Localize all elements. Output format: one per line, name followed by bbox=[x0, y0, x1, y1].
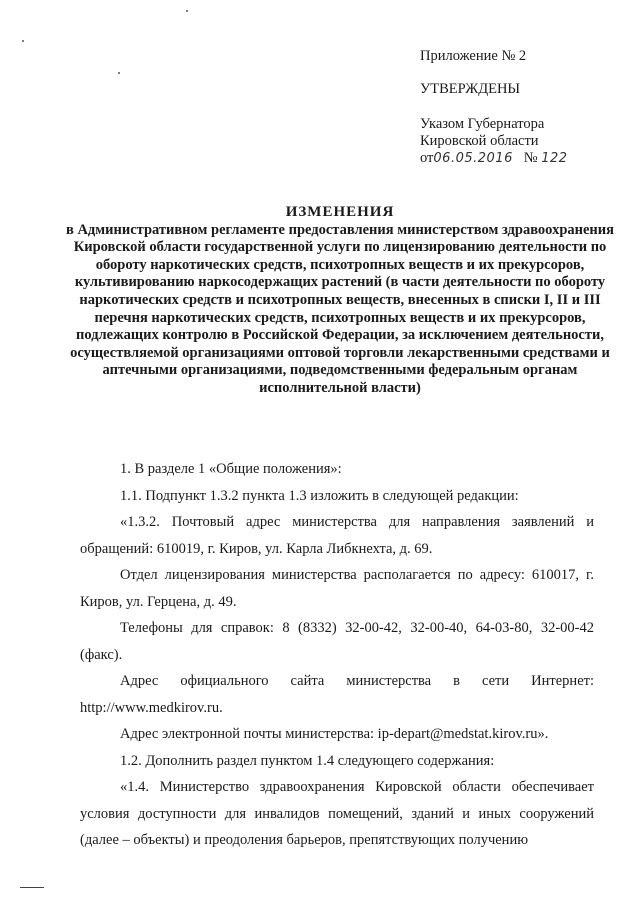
paragraph-2: 1.1. Подпункт 1.3.2 пункта 1.3 изложить в следующей редакции: bbox=[120, 487, 519, 504]
document-title bbox=[60, 204, 620, 398]
document-body bbox=[80, 456, 594, 854]
number-prefix: № bbox=[523, 150, 538, 166]
handwritten-date: 06.05.2016 bbox=[433, 151, 513, 166]
paragraph-9: «1.4. Министерство здравоохранения Кировской области обеспечивает условия доступности для инвалидов помещений, зданий и иных сооружений (далее – объекты) и преодоления барьеров, препятствующих получению bbox=[80, 779, 594, 848]
scan-speck bbox=[118, 72, 120, 74]
decree-line-1: Указом Губернатора bbox=[420, 116, 545, 132]
date-prefix: от bbox=[420, 150, 434, 166]
paragraph-5: Телефоны для справок: 8 (8332) 32-00-42, 32-00-40, 64-03-80, 32-00-42 (факс). bbox=[80, 620, 594, 663]
footer-rule bbox=[20, 887, 44, 888]
paragraph-4: Отдел лицензирования министерства располагается по адресу: 610017, г. Киров, ул. Герцена, д. 49. bbox=[80, 567, 594, 610]
paragraph-3: «1.3.2. Почтовый адрес министерства для направления заявлений и обращений: 610019, г. Киров, ул. Карла Либкнехта, д. 69. bbox=[80, 514, 594, 557]
paragraph-1: 1. В разделе 1 «Общие положения»: bbox=[120, 461, 342, 477]
paragraph-6: Адрес официального сайта министерства в сети Интернет: http://www.medkirov.ru. bbox=[80, 673, 594, 716]
paragraph-8: 1.2. Дополнить раздел пунктом 1.4 следующего содержания: bbox=[120, 752, 495, 769]
approval-block bbox=[420, 48, 620, 167]
title-subtitle: в Административном регламенте предоставления министерством здравоохранения Кировской области государственной услуги по лицензированию деятельности по обороту наркотических средств, психотропных веществ и их прекурсоров, культивированию наркосодержащих растений (в части деятельности по обороту наркотических средств и психотропных веществ, внесенных в списки I, II и III перечня наркотических средств, психотропных веществ и их прекурсоров, подлежащих контролю в Российской Федерации, за исключением деятельности, осуществляемой организациями оптовой торговли лекарственными средствами и аптечными организациями, подведомственными федеральным органам исполнительной власти) bbox=[66, 221, 614, 396]
scan-speck bbox=[186, 10, 188, 12]
scan-speck bbox=[22, 40, 24, 42]
approved-label: УТВЕРЖДЕНЫ bbox=[420, 81, 521, 97]
decree-date-line bbox=[420, 150, 620, 167]
handwritten-number: 122 bbox=[541, 151, 568, 166]
title-heading: ИЗМЕНЕНИЯ bbox=[285, 204, 395, 220]
appendix-label: Приложение № 2 bbox=[420, 48, 527, 64]
decree-line-2: Кировской области bbox=[420, 133, 539, 149]
paragraph-7: Адрес электронной почты министерства: ip-depart@medstat.kirov.ru». bbox=[120, 726, 549, 742]
